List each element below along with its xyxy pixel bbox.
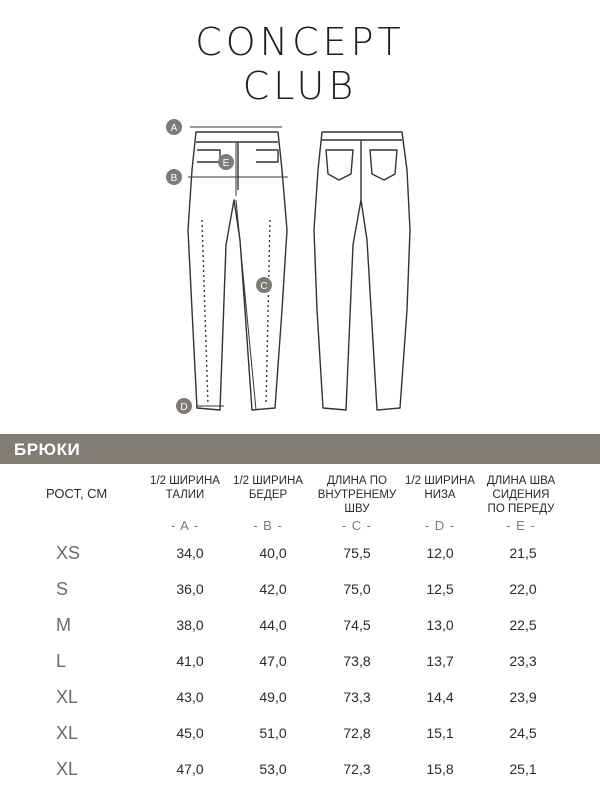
- pants-front-view: [188, 127, 288, 410]
- value-d: 13,7: [426, 653, 454, 669]
- row-size: L: [56, 651, 67, 671]
- value-a: 47,0: [176, 761, 204, 777]
- value-e: 25,1: [509, 761, 537, 777]
- value-e: 22,0: [509, 581, 537, 597]
- svg-text:C: C: [260, 281, 268, 292]
- svg-text:A: A: [170, 123, 178, 134]
- value-e: 23,3: [509, 653, 537, 669]
- value-a: 38,0: [176, 617, 204, 633]
- front-seam-left: [202, 220, 208, 405]
- value-b: 51,0: [259, 725, 287, 741]
- table-row: [0, 651, 600, 681]
- value-a: 41,0: [176, 653, 204, 669]
- front-seam-right: [266, 220, 270, 405]
- column-code-c: - C -: [341, 518, 373, 533]
- table-row: [0, 759, 600, 789]
- value-b: 53,0: [259, 761, 287, 777]
- value-c: 73,3: [343, 689, 371, 705]
- column-code-e: - E -: [506, 518, 536, 533]
- column-code-b: - B -: [253, 518, 283, 533]
- brand-line-1: CONCEPT: [195, 20, 405, 64]
- row-size: XL: [56, 759, 79, 779]
- row-size: XL: [56, 687, 79, 707]
- svg-text:E: E: [222, 158, 230, 169]
- marker-b: [166, 169, 182, 185]
- row-size: XS: [56, 543, 81, 563]
- value-b: 47,0: [259, 653, 287, 669]
- marker-c: [256, 277, 272, 293]
- column-code-d: - D -: [424, 518, 456, 533]
- table-row: [0, 687, 600, 717]
- table-row: [0, 579, 600, 609]
- table-row: [0, 723, 600, 753]
- value-d: 12,5: [426, 581, 454, 597]
- value-e: 24,5: [509, 725, 537, 741]
- value-c: 75,0: [343, 581, 371, 597]
- value-d: 15,8: [426, 761, 454, 777]
- column-header-c: ДЛИНА ПО ВНУТРЕНЕМУ ШВУ: [317, 475, 397, 515]
- marker-e: [218, 154, 234, 170]
- column-code-a: - A -: [170, 518, 200, 533]
- table-row: [0, 543, 600, 573]
- front-right-pocket: [256, 150, 278, 162]
- row-size: M: [56, 615, 71, 635]
- value-c: 75,5: [343, 545, 371, 561]
- pants-technical-drawing: [0, 110, 600, 430]
- value-a: 36,0: [176, 581, 204, 597]
- value-c: 74,5: [343, 617, 371, 633]
- measure-c-line: [236, 200, 256, 410]
- section-title: БРЮКИ: [14, 440, 81, 459]
- value-b: 42,0: [259, 581, 287, 597]
- column-header-d: 1/2 ШИРИНА НИЗА: [405, 475, 475, 501]
- brand-line-2: CLUB: [242, 64, 358, 108]
- svg-text:D: D: [180, 402, 188, 413]
- value-d: 15,1: [426, 725, 454, 741]
- value-a: 34,0: [176, 545, 204, 561]
- value-e: 23,9: [509, 689, 537, 705]
- value-d: 12,0: [426, 545, 454, 561]
- svg-text:B: B: [170, 173, 178, 184]
- value-b: 44,0: [259, 617, 287, 633]
- column-header-a: 1/2 ШИРИНА ТАЛИИ: [150, 475, 220, 501]
- section-banner: [0, 434, 600, 464]
- value-d: 14,4: [426, 689, 454, 705]
- value-c: 73,8: [343, 653, 371, 669]
- back-right-pocket: [370, 150, 397, 180]
- value-b: 49,0: [259, 689, 287, 705]
- value-a: 45,0: [176, 725, 204, 741]
- table-row: [0, 615, 600, 645]
- column-header-b: 1/2 ШИРИНА БЕДЕР: [233, 475, 303, 501]
- value-e: 21,5: [509, 545, 537, 561]
- brand-logo: [0, 22, 600, 106]
- row-size: S: [56, 579, 69, 599]
- value-e: 22,5: [509, 617, 537, 633]
- front-left-pocket: [197, 150, 220, 162]
- size-column-header: РОСТ, СМ: [46, 486, 108, 501]
- value-c: 72,3: [343, 761, 371, 777]
- marker-d: [176, 398, 192, 414]
- pants-back-view: [314, 132, 410, 410]
- marker-a: [166, 119, 182, 135]
- value-c: 72,8: [343, 725, 371, 741]
- value-d: 13,0: [426, 617, 454, 633]
- value-b: 40,0: [259, 545, 287, 561]
- row-size: XL: [56, 723, 79, 743]
- value-a: 43,0: [176, 689, 204, 705]
- column-header-e: ДЛИНА ШВА СИДЕНИЯ ПО ПЕРЕДУ: [486, 475, 556, 515]
- back-left-pocket: [326, 150, 353, 180]
